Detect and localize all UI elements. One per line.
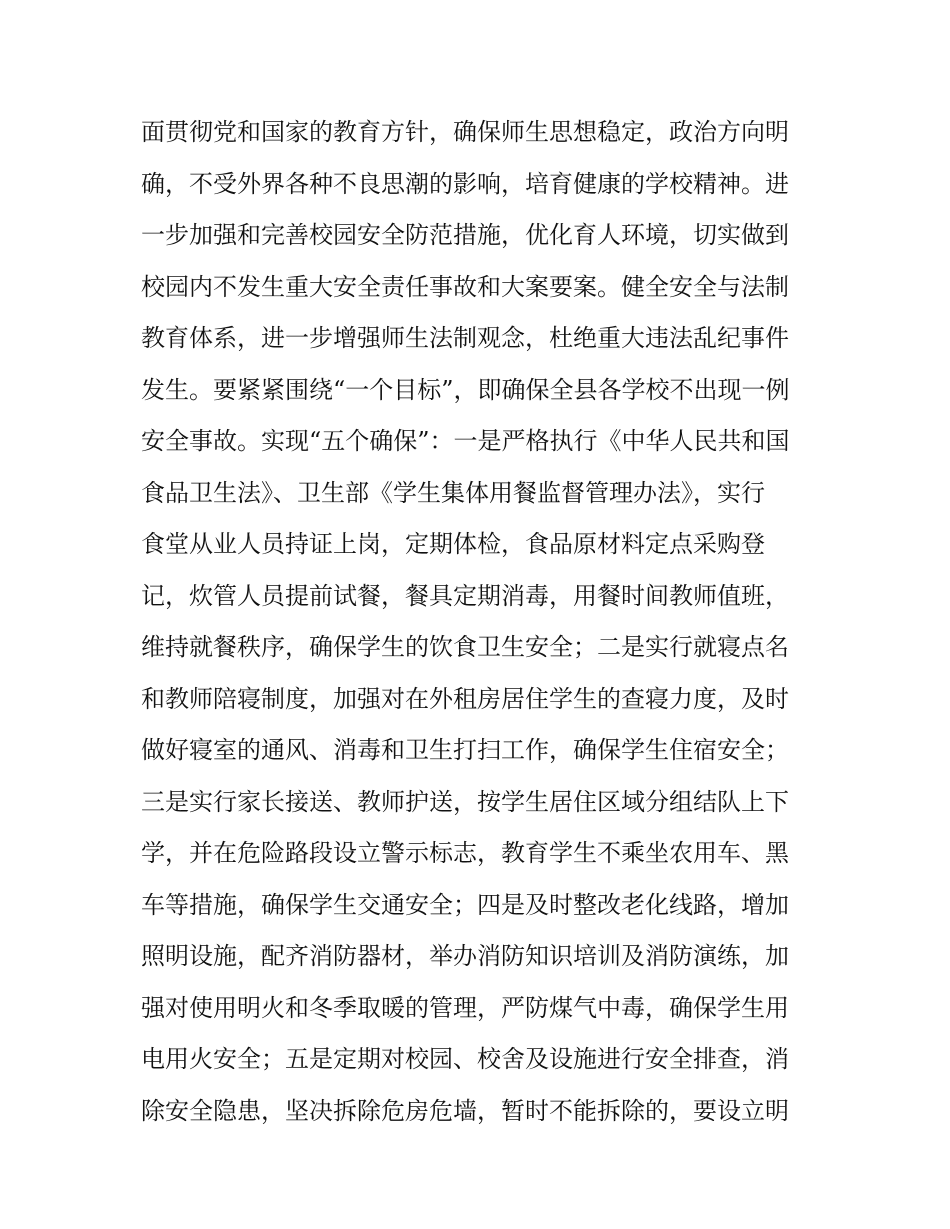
text-line: 做好寝室的通风、消毒和卫生打扫工作，确保学生住宿安全； — [141, 736, 789, 764]
text-line: 食品卫生法》、卫生部《学生集体用餐监督管理办法》，实行 — [141, 478, 765, 507]
text-line: 确，不受外界各种不良思潮的影响，培育健康的学校精神。进 — [141, 169, 789, 198]
text-line: 车等措施，确保学生交通安全；四是及时整改老化线路，增加 — [141, 890, 789, 919]
text-line: 照明设施，配齐消防器材，举办消防知识培训及消防演练，加 — [141, 942, 789, 970]
text-line: 三是实行家长接送、教师护送，按学生居住区域分组结队上下 — [141, 787, 789, 816]
text-line: 学，并在危险路段设立警示标志，教育学生不乘坐农用车、黑 — [141, 839, 789, 867]
text-line: 和教师陪寝制度，加强对在外租房居住学生的查寝力度，及时 — [141, 684, 789, 713]
text-line: 食堂从业人员持证上岗，定期体检，食品原材料定点采购登 — [141, 530, 765, 558]
text-line: 安全事故。实现“五个确保”：一是严格执行《中华人民共和国 — [141, 427, 790, 455]
text-line: 发生。要紧紧围绕“一个目标”，即确保全县各学校不出现一例 — [141, 375, 790, 404]
text-line: 教育体系，进一步增强师生法制观念，杜绝重大违法乱纪事件 — [141, 324, 789, 352]
body-text — [141, 107, 821, 1137]
text-line: 电用火安全；五是定期对校园、校舍及设施进行安全排查，消 — [141, 1045, 789, 1073]
text-line: 面贯彻党和国家的教育方针，确保师生思想稳定，政治方向明 — [141, 118, 789, 146]
text-line: 校园内不发生重大安全责任事故和大案要案。健全安全与法制 — [141, 272, 789, 301]
text-line: 除安全隐患，坚决拆除危房危墙，暂时不能拆除的，要设立明 — [141, 1096, 789, 1125]
text-line: 维持就餐秩序，确保学生的饮食卫生安全；二是实行就寝点名 — [141, 633, 789, 661]
text-line: 记，炊管人员提前试餐，餐具定期消毒，用餐时间教师值班， — [141, 581, 789, 610]
text-line: 一步加强和完善校园安全防范措施，优化育人环境，切实做到 — [141, 221, 789, 249]
text-line: 强对使用明火和冬季取暖的管理，严防煤气中毒，确保学生用 — [141, 993, 789, 1022]
